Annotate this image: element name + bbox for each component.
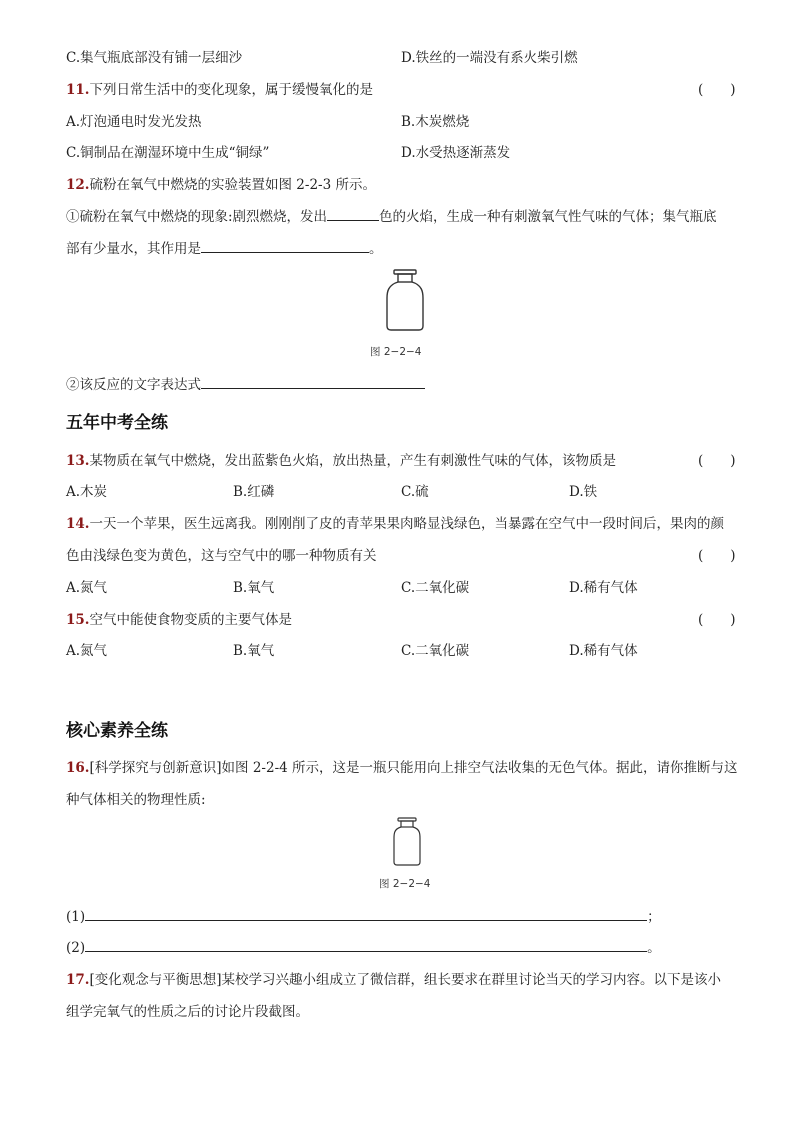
q12-line1	[66, 205, 717, 225]
q13-option-a: A.木炭	[66, 484, 108, 500]
q14-option-c: C.二氧化碳	[401, 580, 470, 596]
q13-stem	[66, 449, 616, 469]
q17-stem-line2: 组学完氧气的性质之后的讨论片段截图。	[66, 1004, 309, 1020]
q14-option-d: D.稀有气体	[569, 580, 638, 596]
q13-option-b: B.红磷	[233, 484, 275, 500]
q15-option-a: A.氮气	[66, 643, 108, 659]
q14-option-a: A.氮气	[66, 580, 108, 596]
question-number: 11.	[66, 82, 90, 98]
answer-line[interactable]	[85, 951, 647, 952]
question-number: 15.	[66, 612, 90, 628]
q14-stem-line2: 色由浅绿色变为黄色，这与空气中的哪一种物质有关	[66, 548, 377, 564]
line-text: ①硫粉在氧气中燃烧的现象:剧烈燃烧，发出	[66, 209, 328, 225]
question-text: 硫粉在氧气中燃烧的实验装置如图 2-2-3 所示。	[89, 177, 376, 193]
question-text: 某物质在氧气中燃烧，发出蓝紫色火焰，放出热量，产生有刺激性气味的气体，该物质是	[89, 453, 616, 469]
q13-option-c: C.硫	[401, 484, 429, 500]
q15-option-d: D.稀有气体	[569, 643, 638, 659]
gas-bottle-figure	[380, 268, 430, 334]
line-text: 色的火焰，生成一种有刺激氧气性气味的气体；集气瓶底	[379, 209, 717, 225]
q16-stem-line2: 种气体相关的物理性质:	[66, 792, 206, 808]
q11-option-c: C.铜制品在潮湿环境中生成“铜绿”	[66, 145, 270, 161]
question-text: [科学探究与创新意识]如图 2-2-4 所示，这是一瓶只能用向上排空气法收集的无色气体。据此，请你推断与这	[89, 760, 738, 776]
line-end: 。	[647, 940, 661, 956]
section-heading: 五年中考全练	[66, 413, 168, 433]
q11-stem	[66, 78, 373, 98]
item-label: (1)	[66, 909, 86, 925]
line-end: ；	[647, 909, 661, 925]
q17-stem-line1	[66, 968, 721, 988]
q14-option-b: B.氧气	[233, 580, 275, 596]
q12-stem	[66, 173, 376, 193]
question-number: 12.	[66, 177, 90, 193]
q11-option-b: B.木炭燃烧	[401, 114, 470, 130]
question-number: 17.	[66, 972, 90, 988]
question-text: [变化观念与平衡思想]某校学习兴趣小组成立了微信群，组长要求在群里讨论当天的学习内容。以下是该小	[89, 972, 722, 988]
line-text: 部有少量水，其作用是	[66, 241, 201, 257]
fill-blank[interactable]	[201, 252, 369, 253]
question-text: 空气中能使食物变质的主要气体是	[89, 612, 292, 628]
fill-blank[interactable]	[327, 220, 379, 221]
answer-parentheses: ( )	[698, 82, 736, 98]
answer-parentheses: ( )	[698, 548, 736, 564]
question-text: 下列日常生活中的变化现象，属于缓慢氧化的是	[89, 82, 373, 98]
q16-stem-line1	[66, 756, 738, 776]
question-number: 13.	[66, 453, 90, 469]
q16-answer-1	[66, 905, 661, 925]
line-text: 。	[369, 241, 383, 257]
q15-option-c: C.二氧化碳	[401, 643, 470, 659]
q15-stem	[66, 608, 292, 628]
q12-line3	[66, 373, 425, 393]
q14-stem-line1	[66, 512, 724, 532]
figure-caption: 图 2−2−4	[379, 878, 431, 890]
section-heading: 核心素养全练	[66, 721, 168, 741]
answer-parentheses: ( )	[698, 612, 736, 628]
figure-caption: 图 2−2−4	[370, 346, 422, 358]
line-text: ②该反应的文字表达式	[66, 377, 201, 393]
q10-option-d: D.铁丝的一端没有系火柴引燃	[401, 50, 578, 66]
q10-option-c: C.集气瓶底部没有铺一层细沙	[66, 50, 243, 66]
question-number: 14.	[66, 516, 90, 532]
question-text: 一天一个苹果，医生远离我。刚刚削了皮的青苹果果肉略显浅绿色，当暴露在空气中一段时间后，果肉的颜	[89, 516, 724, 532]
q11-option-a: A.灯泡通电时发光发热	[66, 114, 202, 130]
question-number: 16.	[66, 760, 90, 776]
fill-blank[interactable]	[201, 388, 425, 389]
answer-parentheses: ( )	[698, 453, 736, 469]
gas-bottle-figure	[388, 816, 426, 868]
item-label: (2)	[66, 940, 86, 956]
answer-line[interactable]	[85, 920, 647, 921]
q12-line2	[66, 237, 383, 257]
q13-option-d: D.铁	[569, 484, 598, 500]
q16-answer-2	[66, 936, 661, 956]
q11-option-d: D.水受热逐渐蒸发	[401, 145, 511, 161]
q15-option-b: B.氧气	[233, 643, 275, 659]
